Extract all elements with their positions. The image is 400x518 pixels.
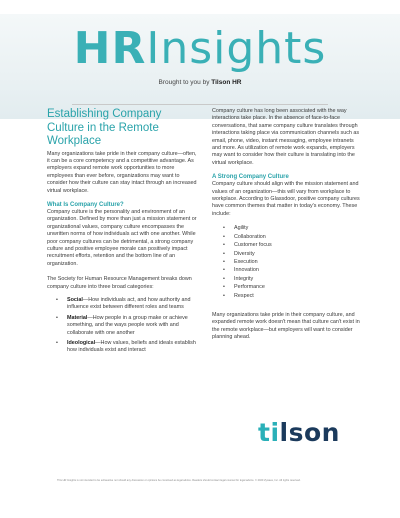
list-item: • Respect — [212, 292, 360, 300]
section2-paragraph: Company culture should align with the mission statement and values of an organization—this will vary from workplace to workplace. According to Glassdoor, positive company cultures have common themes that matter in today's economy. These include: — [212, 181, 360, 217]
header-divider — [72, 104, 328, 105]
category-term: Ideological — [67, 340, 96, 347]
logo-part-lson: lson — [279, 418, 340, 447]
logo-part-ti: ti — [258, 418, 280, 447]
section-heading-what-is-culture: What Is Company Culture? — [47, 201, 124, 208]
byline-prefix: Brought to you by — [158, 79, 210, 86]
themes-list — [212, 224, 360, 300]
article-title: Establishing Company Culture in the Remote Workplace — [47, 108, 162, 147]
list-item: • Innovation — [212, 266, 360, 274]
list-item: • Customer focus — [212, 241, 360, 249]
left-column — [47, 108, 197, 358]
list-item: • Performance — [212, 283, 360, 291]
right-column — [212, 108, 360, 342]
category-term: Social — [67, 297, 83, 303]
list-item: • Agility — [212, 224, 360, 232]
tilson-logo — [258, 418, 340, 447]
byline-company: Tilson HR — [211, 79, 242, 86]
list-item — [47, 340, 197, 355]
list-item: • Diversity — [212, 250, 360, 258]
culture-categories-list — [47, 297, 197, 355]
list-item: • Integrity — [212, 275, 360, 283]
category-desc: —How individuals act, and how authority and influence exist between different roles and teams — [67, 297, 191, 311]
section1-paragraph: Company culture is the personality and environment of an organization. Defined by more than just a mission statement or organizational values, company culture encompasses the unwritten norms of how individuals act with one another. While poor company cultures can be detrimental, a strong company culture and positive employee morale can positively impact recruitment efforts, retention and the bottom line of an organization. — [47, 208, 197, 267]
byline — [0, 79, 400, 86]
list-item — [47, 315, 197, 337]
category-term: Material — [67, 314, 88, 321]
right-intro-paragraph: Company culture has long been associated with the way interactions take place. In the absence of face-to-face conversations, that same company culture translates through interactions taking place via communication channels such as email, phone, video, instant messaging, employee intranets and more. As utilization of remote work expands, employers may want to consider how their culture is translating into the virtual workplace. — [212, 108, 360, 166]
brand-hr: HR — [73, 23, 147, 74]
brand-insights: Insights — [146, 23, 327, 74]
list-item: • Collaboration — [212, 233, 360, 241]
category-desc: —How values, beliefs and ideals establish how individuals exist and interact — [67, 340, 196, 354]
list-item — [47, 297, 197, 312]
category-desc: —How people in a group make or achieve something, and the ways people work with and collaborate with one another — [67, 314, 188, 336]
shrm-intro-paragraph: The Society for Human Resource Management breaks down company culture into three broad categories: — [47, 276, 192, 290]
newsletter-brand — [0, 23, 400, 74]
list-item: • Execution — [212, 258, 360, 266]
intro-paragraph: Many organizations take pride in their company culture—often, it can be a core competency and a competitive advantage. As employers expand remote work opportunities to more employees than ever before, organizations may want to consider how their culture can stay intact through an increased virtual workplace. — [47, 150, 197, 194]
closing-paragraph: Many organizations take pride in their company culture, and expanded remote work doesn't mean that culture can't exist in the remote workplace—but employers will want to consider planning ahead. — [212, 311, 360, 341]
footer-disclaimer: This HR Insights is not intended to be exhaustive nor should any discussion or opinions be construed as legal advice. Readers should contact legal counsel for legal advice. © 2020 Zywave, Inc. All rights reserved. — [57, 479, 301, 482]
section-heading-strong-culture: A Strong Company Culture — [212, 174, 289, 181]
